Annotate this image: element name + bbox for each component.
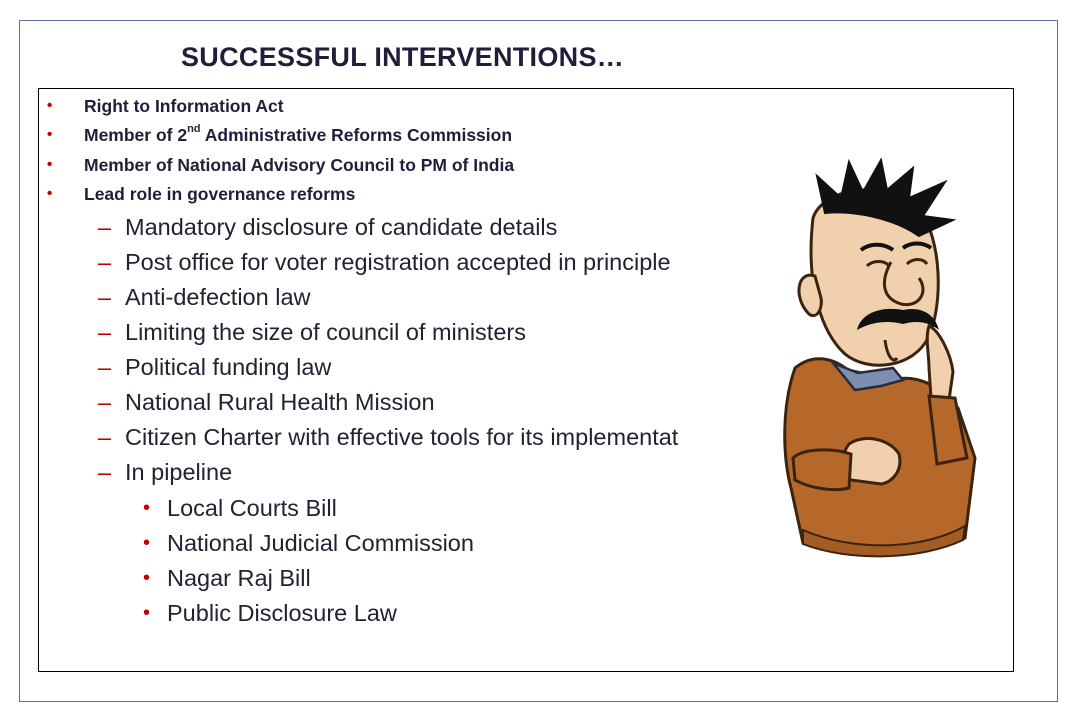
pipeline-text: Nagar Raj Bill — [167, 565, 311, 591]
bullet-glyph: • — [143, 532, 151, 554]
thinking-man-illustration — [753, 158, 977, 562]
slide-title: SUCCESSFUL INTERVENTIONS… — [181, 42, 625, 72]
pipeline-text: Public Disclosure Law — [167, 600, 397, 626]
dash-glyph: – — [98, 459, 112, 485]
reform-text: Citizen Charter with effective tools for its implementat — [125, 424, 679, 450]
bullet-glyph: • — [143, 567, 151, 589]
bullet-text-pre: Member of 2 — [84, 125, 188, 145]
dash-glyph: – — [98, 424, 112, 450]
pipeline-text: National Judicial Commission — [167, 530, 474, 556]
pointing-finger — [927, 326, 953, 400]
thinking-man-svg — [753, 158, 977, 562]
dash-glyph: – — [98, 284, 112, 310]
reform-text: Political funding law — [125, 354, 332, 380]
bullet-text: Lead role in governance reforms — [84, 184, 356, 204]
bullet-text — [84, 123, 512, 147]
bullet-glyph: • — [47, 126, 53, 143]
bullet-glyph: • — [47, 156, 53, 173]
bullet-text: Member of National Advisory Council to PM of India — [84, 155, 515, 175]
reform-text: Mandatory disclosure of candidate details — [125, 214, 558, 240]
reform-text: Post office for voter registration accepted in principle — [125, 249, 671, 275]
pipeline-text: Local Courts Bill — [167, 495, 337, 521]
bullet-glyph: • — [47, 97, 53, 114]
bullet-glyph: • — [143, 602, 151, 624]
raised-sleeve — [929, 396, 967, 464]
reform-text: Limiting the size of council of ministers — [125, 319, 526, 345]
dash-glyph: – — [98, 319, 112, 345]
reform-text: National Rural Health Mission — [125, 389, 435, 415]
bullet-glyph: • — [47, 185, 53, 202]
reform-text: In pipeline — [125, 459, 233, 485]
bullet-glyph: • — [143, 497, 151, 519]
folded-arm-sleeve — [793, 450, 851, 490]
bullet-text: Right to Information Act — [84, 96, 284, 116]
reform-text: Anti-defection law — [125, 284, 311, 310]
dash-glyph: – — [98, 214, 112, 240]
bullet-text-post: Administrative Reforms Commission — [200, 125, 513, 145]
dash-glyph: – — [98, 249, 112, 275]
dash-glyph: – — [98, 354, 112, 380]
dash-glyph: – — [98, 389, 112, 415]
ordinal-superscript: nd — [187, 123, 201, 136]
